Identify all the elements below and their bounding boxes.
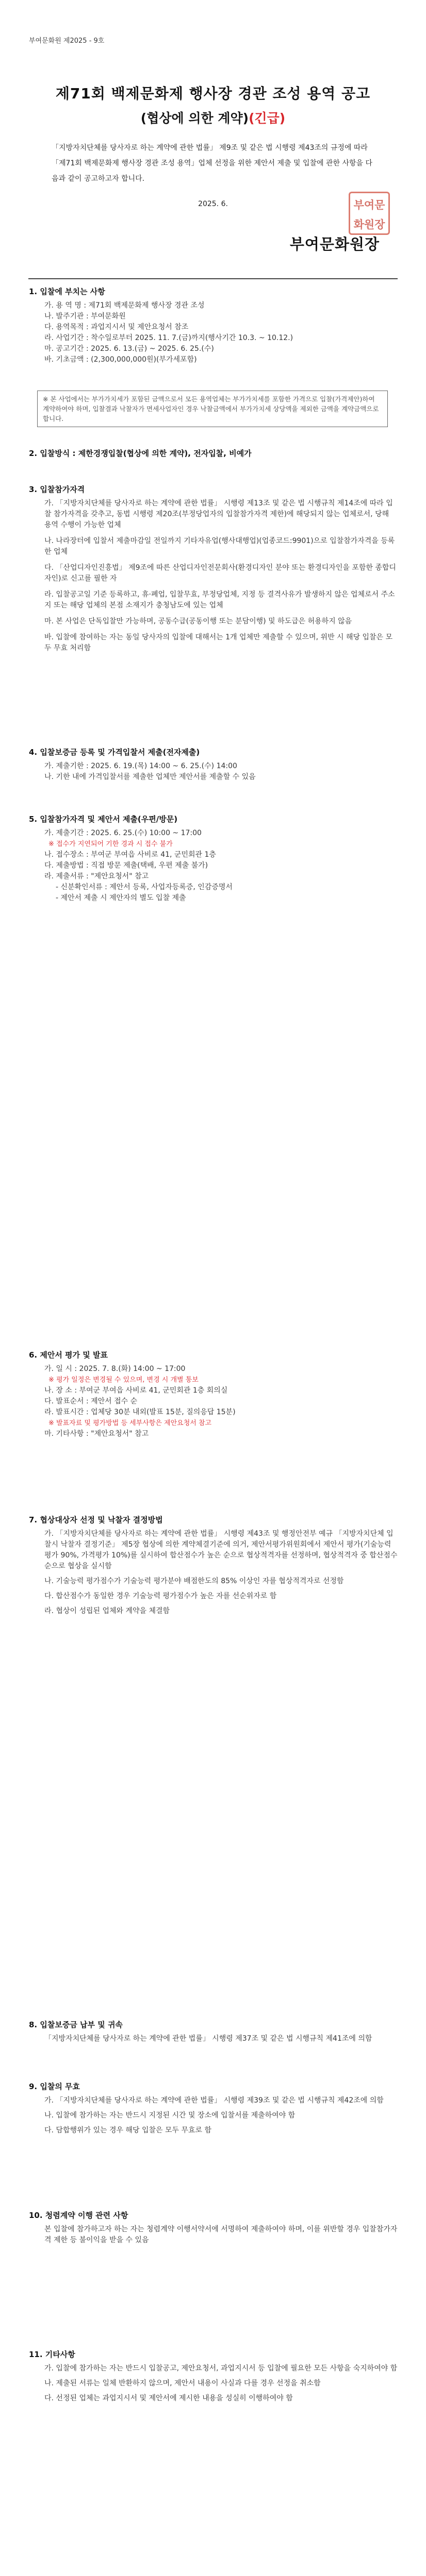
list-item: 라. 협상이 성립된 업체와 계약을 체결함 (44, 1607, 170, 1615)
list-item: 바. 기초금액 : (2,300,000,000원)(부가세포함) (44, 355, 197, 364)
list-item: 가. 일 시 : 2025. 7. 8.(화) 14:00 ~ 17:00 (44, 1365, 186, 1373)
section-8-heading: 8. 입찰보증금 납부 및 귀속 (29, 2020, 123, 2029)
section-6 (29, 1350, 398, 1439)
section-1 (29, 286, 398, 365)
list-item: 다. 선정된 업체는 과업지시서 및 제안서에 제시한 내용을 성실히 이행하여야 함 (44, 2394, 293, 2402)
list-item: 다. 제출방법 : 직접 방문 제출(택배, 우편 제출 불가) (44, 861, 208, 870)
list-item: 나. 기술능력 평가점수가 기술능력 평가분야 배점한도의 85% 이상인 자를 협상적격자로 선정함 (44, 1577, 344, 1585)
list-item: 라. 제출서류 : "제안요청서" 참고 (44, 872, 149, 880)
list-item: 가. 「지방자치단체를 당사자로 하는 계약에 관한 법률」 시행령 제39조 및 같은 법 시행규칙 제42조에 의함 (44, 2096, 384, 2105)
section-7-heading: 7. 협상대상자 선정 및 낙찰자 결정방법 (29, 1515, 163, 1524)
section-5-heading: 5. 입찰참가자격 및 제안서 제출(우편/방문) (29, 815, 178, 824)
title-line1: 제71회 백제문화제 행사장 경관 조성 용역 공고 (55, 85, 371, 102)
list-item: 마. 본 사업은 단독입찰만 가능하며, 공동수급(공동이행 또는 분담이행) 및 하도급은 허용하지 않음 (44, 617, 352, 625)
list-item: 본 입찰에 참가하고자 하는 자는 청렴계약 이행서약서에 서명하여 제출하여야 하며, 이를 위반할 경우 입찰참가자격 제한 등 불이익을 받을 수 있음 (44, 2225, 398, 2244)
section-10 (29, 2210, 398, 2246)
list-item: 마. 기타사항 : "제안요청서" 참고 (44, 1430, 149, 1438)
issuer-name: 부여문화원장 (289, 235, 380, 253)
section-3 (29, 484, 398, 654)
list-item: 라. 입찰공고일 기준 등록하고, 휴·폐업, 입찰무효, 부정당업체, 지정 등 결격사유가 발생하지 않은 업체로서 주소지 또는 해당 업체의 본점 소재지가 충청남도에 있는 업체 (44, 590, 395, 609)
intro-paragraph: 「지방자치단체를 당사자로 하는 계약에 관한 법률」 제9조 및 같은 법 시행령 제43조의 규정에 따라 「제71회 백제문화제 행사장 경관 조성 용역」업체 선정을 위한 제안서 제출 및 입찰에 관한 사항을 다음과 같이 공고하고자 합니다. (52, 144, 373, 183)
list-item: 가. 제출기한 : 2025. 6. 19.(목) 14:00 ~ 6. 25.(수) 14:00 (44, 762, 237, 770)
list-item: 가. 「지방자치단체를 당사자로 하는 계약에 관한 법률」 시행령 제43조 및 행정안전부 예규 「지방자치단체 입찰시 낙찰자 결정기준」 제5장 협상에 의한 계약체결기준에 의거, 제안서평가위원회에서 제안서 평가(기술능력평가 90%, 가격평가 10%)를 실시하여 합산점수가 높은 순으로 협상적격자를 선정하며, 협상적격자 중 합산점수 순으로 협상을 실시함 (44, 1530, 398, 1570)
list-item: 나. 입찰에 참가하는 자는 반드시 지정된 시간 및 장소에 입찰서를 제출하여야 함 (44, 2111, 296, 2120)
list-item: 가. 용 역 명 : 제71회 백제문화제 행사장 경관 조성 (44, 301, 205, 310)
list-item: 다. 합산점수가 동일한 경우 기술능력 평가점수가 높은 자를 선순위자로 함 (44, 1592, 277, 1600)
list-subitem: - 신분확인서류 : 제안서 등록, 사업자등록증, 인감증명서 (56, 883, 233, 891)
list-subitem: - 제안서 제출 시 제안자의 별도 입찰 제출 (56, 894, 186, 902)
list-item: 다. 용역목적 : 과업지시서 및 제안요청서 참조 (44, 323, 189, 331)
list-item: 나. 발주기관 : 부여문화원 (44, 312, 126, 320)
announcement-date: 2025. 6. (198, 200, 228, 208)
section-9-heading: 9. 입찰의 무효 (29, 2082, 80, 2091)
list-item: 바. 입찰에 참여하는 자는 동일 당사자의 입찰에 대해서는 1개 업체만 제출할 수 있으며, 위반 시 해당 입찰은 모두 무효 처리함 (44, 633, 392, 652)
section-divider (28, 278, 398, 279)
section-2 (29, 448, 398, 462)
list-item: 나. 기한 내에 가격입찰서를 제출한 업체만 제안서를 제출할 수 있음 (44, 773, 256, 781)
list-item: 가. 제출기간 : 2025. 6. 25.(수) 10:00 ~ 17:00 (44, 829, 202, 837)
section-10-heading: 10. 청렴계약 이행 관련 사항 (29, 2211, 128, 2220)
list-note: ※ 접수가 지연되어 기한 경과 시 접수 불가 (48, 840, 173, 848)
list-note: ※ 발표자료 및 평가방법 등 세부사항은 제안요청서 참고 (48, 1419, 212, 1427)
section-11 (29, 2349, 398, 2404)
section-9 (29, 2081, 398, 2136)
list-item: 라. 발표시간 : 업체당 30분 내외(발표 15분, 질의응답 15분) (44, 1408, 236, 1416)
list-item: 다. 발표순서 : 제안서 접수 순 (44, 1397, 138, 1405)
section-3-heading: 3. 입찰참가자격 (29, 485, 85, 494)
list-item: 나. 나라장터에 입찰서 제출마감일 전일까지 기타자유업(행사대행업)(업종코드:9901)으로 입찰참가자격을 등록한 업체 (44, 537, 395, 556)
title-line2 (0, 108, 426, 127)
list-item: 마. 공고기간 : 2025. 6. 13.(금) ~ 2025. 6. 25.(수) (44, 345, 214, 353)
list-item: 나. 제출된 서류는 일체 반환하지 않으며, 제안서 내용이 사실과 다를 경우 선정을 취소함 (44, 2379, 321, 2387)
list-item: 다. 「산업디자인진흥법」 제9조에 따른 산업디자인전문회사(환경디자인 분야 또는 환경디자인을 포함한 종합디자인)로 신고를 필한 자 (44, 564, 396, 583)
section-8 (29, 2020, 398, 2044)
list-item: 다. 담합행위가 있는 경우 해당 입찰은 모두 무효로 함 (44, 2126, 212, 2134)
section-5 (29, 814, 398, 904)
list-item: 가. 「지방자치단체를 당사자로 하는 계약에 관한 법률」 시행령 제13조 및 같은 법 시행규칙 제14조에 따라 입찰 참가자격을 갖추고, 동법 시행령 제20조(부정당업자의 입찰참가자격 제한)에 해당되지 않는 업체로서, 당해 용역 수행이 가능한 업체 (44, 499, 393, 529)
section-2-heading: 2. 입찰방식 : 제한경쟁입찰(협상에 의한 계약), 전자입찰, 비예가 (29, 449, 252, 458)
title-contract-type: (협상에 의한 계약) (140, 111, 249, 126)
section-11-heading: 11. 기타사항 (29, 2350, 75, 2359)
urgent-tag: (긴급) (249, 111, 286, 126)
section-7 (29, 1515, 398, 1617)
list-item: 가. 입찰에 참가하는 자는 반드시 입찰공고, 제안요청서, 과업지시서 등 입찰에 필요한 모든 사항을 숙지하여야 함 (44, 2364, 398, 2372)
list-note: ※ 평가 일정은 변경될 수 있으며, 변경 시 개별 통보 (48, 1376, 199, 1384)
list-item: 나. 접수장소 : 부여군 부여읍 사비로 41, 군민회관 1층 (44, 851, 216, 859)
list-item: 나. 장 소 : 부여군 부여읍 사비로 41, 군민회관 1층 회의실 (44, 1386, 228, 1395)
section-1-heading: 1. 입찰에 부치는 사항 (29, 287, 105, 296)
section-4 (29, 747, 398, 783)
section-6-heading: 6. 제안서 평가 및 발표 (29, 1350, 108, 1360)
doc-number: 부여문화원 제2025 - 9호 (29, 37, 105, 45)
vat-notice-box (37, 391, 388, 427)
list-item: 라. 사업기간 : 착수일로부터 2025. 11. 7.(금)까지(행사기간 10.3. ~ 10.12.) (44, 334, 293, 342)
list-item: 「지방자치단체를 당사자로 하는 계약에 관한 법률」 시행령 제37조 및 같은 법 시행규칙 제41조에 의함 (44, 2035, 372, 2043)
vat-notice-text: ※ 본 사업에서는 부가가치세가 포함된 금액으로서 모든 용역업체는 부가가치세를 포함한 가격으로 입찰(가격제안)하여 계약하여야 하며, 입찰결과 낙찰자가 면세사업자인 경우 낙찰금액에서 부가가치세 상당액을 제외한 금액을 계약금액으로 합니다. (43, 395, 379, 422)
section-4-heading: 4. 입찰보증금 등록 및 가격입찰서 제출(전자제출) (29, 748, 200, 757)
official-seal-stamp: 부여문 화원장 (349, 192, 390, 235)
